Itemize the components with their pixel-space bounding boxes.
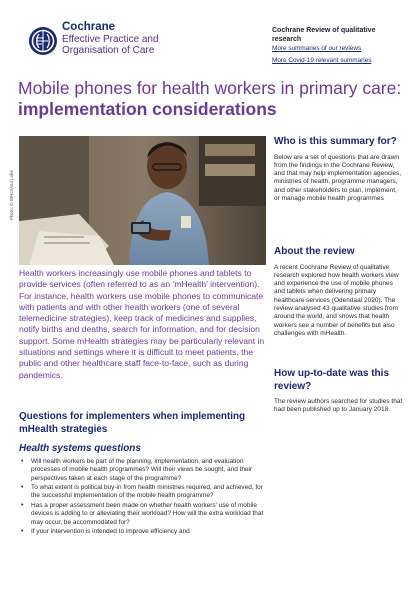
who-text: Below are a set of questions that are drawn from the findings in the Cochrane Review, and that may help implementation agencies, ministries of health, programme managers, and other stakeholders to plan, implement, or manage mobile health programmes (274, 153, 402, 202)
about-text: A recent Cochrane Review of qualitative research explored how health workers view and experience the use of mobile phones and tablets when delivering primary healthcare services (Odendaal 2020). The review analysed 43 qualitative studies from around the world, and shows that health workers see a number of benefits but also challenges with mHealth. (274, 263, 399, 337)
health-worker-photo (19, 136, 266, 265)
photo-credit-text: Photo: © WHO/Atul Loke (9, 170, 14, 220)
uptodate-text: The review authors searched for studies that had been published up to January 2018. (274, 398, 403, 414)
summaries-link[interactable]: More summaries of our reviews (272, 45, 362, 52)
org-subtitle-line-2: Organisation of Care (62, 45, 155, 56)
cochrane-logo-icon (28, 26, 58, 56)
intro-paragraph: Health workers increasingly use mobile phones and tablets to provide services (often referred to as an ‘mHealth’ intervention). For instance, health workers use mobile phones to communicate with patients and with other health workers (one of several telemedicine strategies), keep track of medicines and supplies, notify births and deaths, search for information, and for decision support. Some mHealth strategies may be particularly relevant in situations and settings where it is difficult to meet patients, the public and other healthcare staff face-to-face, such as during pandemics. (19, 268, 265, 380)
list-item: • To what extent is political buy-in from health ministries required, and achieved, for the successful implementation of the mobile health programme? (19, 484, 267, 501)
uptodate-section (274, 368, 404, 415)
title-line-2: implementation considerations (18, 99, 277, 119)
list-item: • If your intervention is intended to improve efficiency and (19, 528, 267, 536)
org-subtitle-line-1: Effective Practice and (62, 33, 159, 45)
photo-credit (9, 140, 17, 220)
organisation-name-block (62, 22, 159, 57)
about-heading: About the review (274, 246, 355, 257)
review-type-label: Cochrane Review of qualitative research (272, 27, 376, 43)
list-item: • Has a proper assessment been made on whether health workers’ use of mobile devices is adding to or alleviating their workload? How will the extra workload that may occur, be accommodated for? (19, 502, 267, 527)
photo-illustration (19, 136, 266, 265)
title-line-1: Mobile phones for health workers in primary care: (18, 78, 402, 98)
uptodate-heading: How up-to-date was this review? (274, 368, 389, 392)
document-header (0, 0, 418, 72)
questions-heading: Questions for implementers when implementing mHealth strategies (19, 411, 246, 435)
who-section (274, 136, 404, 203)
health-systems-heading: Health systems questions (19, 443, 141, 454)
questions-list (19, 458, 267, 538)
about-section (274, 246, 404, 338)
list-item: • Will health workers be part of the planning, implementation, and evaluation processes of mobile health programmes? Will their views be sought, and their perspectives taken at each stage of the programme? (19, 458, 267, 483)
page-title (18, 78, 408, 120)
covid-summaries-link[interactable]: More Covid-19 relevant summaries (272, 57, 372, 64)
org-name: Cochrane (62, 21, 116, 33)
who-heading: Who is this summary for? (274, 136, 397, 147)
